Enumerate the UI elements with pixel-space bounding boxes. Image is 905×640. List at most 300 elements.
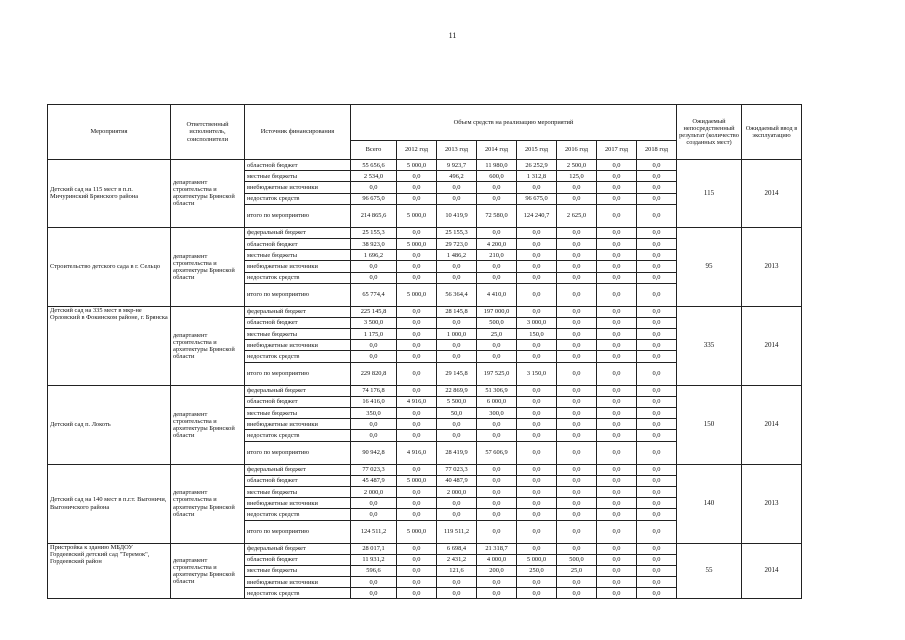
amount-cell: 0,0 bbox=[637, 250, 677, 261]
commission-year: 2013 bbox=[742, 227, 802, 306]
amount-cell: 0,0 bbox=[637, 475, 677, 486]
amount-cell: 0,0 bbox=[597, 464, 637, 475]
amount-cell: 16 416,0 bbox=[351, 396, 397, 407]
amount-cell: 210,0 bbox=[477, 250, 517, 261]
amount-cell: 0,0 bbox=[557, 193, 597, 204]
amount-cell: 0,0 bbox=[477, 430, 517, 441]
amount-cell: 0,0 bbox=[351, 419, 397, 430]
funding-source: местные бюджеты bbox=[245, 329, 351, 340]
amount-cell: 3 000,0 bbox=[517, 317, 557, 328]
header-result: Ожидаемый непосредственный результат (количество созданных мест) bbox=[677, 105, 742, 160]
amount-cell: 0,0 bbox=[397, 193, 437, 204]
amount-cell: 0,0 bbox=[437, 182, 477, 193]
amount-cell: 0,0 bbox=[517, 520, 557, 543]
amount-cell: 0,0 bbox=[517, 509, 557, 520]
amount-cell: 56 364,4 bbox=[437, 283, 477, 306]
amount-cell: 0,0 bbox=[557, 182, 597, 193]
amount-cell: 2 000,0 bbox=[437, 486, 477, 497]
amount-cell: 0,0 bbox=[397, 554, 437, 565]
amount-cell: 0,0 bbox=[557, 486, 597, 497]
amount-cell: 0,0 bbox=[557, 250, 597, 261]
amount-cell: 6 000,0 bbox=[477, 396, 517, 407]
commission-year: 2014 bbox=[742, 385, 802, 464]
amount-cell: 0,0 bbox=[557, 340, 597, 351]
funding-source: недостаток средств bbox=[245, 430, 351, 441]
amount-cell: 0,0 bbox=[397, 543, 437, 554]
amount-cell: 0,0 bbox=[597, 171, 637, 182]
amount-cell: 0,0 bbox=[637, 464, 677, 475]
amount-cell: 2 534,0 bbox=[351, 171, 397, 182]
amount-cell: 0,0 bbox=[517, 419, 557, 430]
amount-cell: 0,0 bbox=[597, 543, 637, 554]
amount-cell: 0,0 bbox=[517, 441, 557, 464]
amount-cell: 0,0 bbox=[477, 272, 517, 283]
amount-cell: 96 675,0 bbox=[351, 193, 397, 204]
amount-cell: 0,0 bbox=[637, 182, 677, 193]
amount-cell: 0,0 bbox=[557, 362, 597, 385]
amount-cell: 0,0 bbox=[517, 182, 557, 193]
amount-cell: 11 980,0 bbox=[477, 160, 517, 171]
header-year-col: 2015 год bbox=[517, 141, 557, 160]
amount-cell: 0,0 bbox=[477, 520, 517, 543]
amount-cell: 0,0 bbox=[477, 340, 517, 351]
amount-cell: 0,0 bbox=[597, 362, 637, 385]
event-name: Детский сад п. Локоть bbox=[48, 385, 171, 464]
funding-source: областной бюджет bbox=[245, 396, 351, 407]
amount-cell: 0,0 bbox=[597, 520, 637, 543]
amount-cell: 0,0 bbox=[597, 340, 637, 351]
amount-cell: 5 000,0 bbox=[397, 204, 437, 227]
amount-cell: 0,0 bbox=[517, 430, 557, 441]
amount-cell: 197 525,0 bbox=[477, 362, 517, 385]
amount-cell: 0,0 bbox=[557, 441, 597, 464]
funding-source: областной бюджет bbox=[245, 317, 351, 328]
funding-source: недостаток средств bbox=[245, 351, 351, 362]
amount-cell: 0,0 bbox=[597, 193, 637, 204]
amount-cell: 0,0 bbox=[637, 577, 677, 588]
amount-cell: 0,0 bbox=[597, 238, 637, 249]
amount-cell: 0,0 bbox=[637, 441, 677, 464]
amount-cell: 0,0 bbox=[517, 464, 557, 475]
amount-cell: 0,0 bbox=[351, 272, 397, 283]
amount-cell: 0,0 bbox=[397, 509, 437, 520]
amount-cell: 0,0 bbox=[397, 340, 437, 351]
amount-cell: 0,0 bbox=[557, 430, 597, 441]
amount-cell: 0,0 bbox=[557, 385, 597, 396]
amount-cell: 0,0 bbox=[477, 261, 517, 272]
amount-cell: 0,0 bbox=[351, 351, 397, 362]
amount-cell: 0,0 bbox=[637, 509, 677, 520]
amount-cell: 0,0 bbox=[637, 396, 677, 407]
amount-cell: 4 000,0 bbox=[477, 554, 517, 565]
funding-source: местные бюджеты bbox=[245, 486, 351, 497]
amount-cell: 0,0 bbox=[597, 204, 637, 227]
amount-cell: 0,0 bbox=[557, 509, 597, 520]
amount-cell: 0,0 bbox=[557, 396, 597, 407]
amount-cell: 0,0 bbox=[637, 351, 677, 362]
amount-cell: 0,0 bbox=[477, 193, 517, 204]
amount-cell: 0,0 bbox=[557, 408, 597, 419]
amount-cell: 29 145,8 bbox=[437, 362, 477, 385]
funding-source: недостаток средств bbox=[245, 272, 351, 283]
amount-cell: 1 000,0 bbox=[437, 329, 477, 340]
amount-cell: 0,0 bbox=[557, 238, 597, 249]
amount-cell: 0,0 bbox=[637, 340, 677, 351]
funding-source: внебюджетные источники bbox=[245, 261, 351, 272]
amount-cell: 0,0 bbox=[397, 430, 437, 441]
funding-source: итого по мероприятию bbox=[245, 283, 351, 306]
amount-cell: 0,0 bbox=[437, 261, 477, 272]
amount-cell: 5 500,0 bbox=[437, 396, 477, 407]
amount-cell: 0,0 bbox=[597, 160, 637, 171]
table-body bbox=[48, 160, 802, 599]
amount-cell: 5 000,0 bbox=[397, 283, 437, 306]
amount-cell: 0,0 bbox=[397, 486, 437, 497]
amount-cell: 0,0 bbox=[637, 204, 677, 227]
amount-cell: 0,0 bbox=[557, 464, 597, 475]
amount-cell: 0,0 bbox=[637, 306, 677, 317]
amount-cell: 0,0 bbox=[397, 408, 437, 419]
amount-cell: 11 931,2 bbox=[351, 554, 397, 565]
amount-cell: 0,0 bbox=[477, 588, 517, 599]
amount-cell: 0,0 bbox=[477, 475, 517, 486]
amount-cell: 0,0 bbox=[597, 419, 637, 430]
amount-cell: 77 023,3 bbox=[437, 464, 477, 475]
amount-cell: 25,0 bbox=[477, 329, 517, 340]
amount-cell: 0,0 bbox=[351, 577, 397, 588]
table-row bbox=[48, 464, 802, 475]
amount-cell: 0,0 bbox=[597, 565, 637, 576]
header-year-col: 2014 год bbox=[477, 141, 517, 160]
funding-source: внебюджетные источники bbox=[245, 182, 351, 193]
expected-places: 115 bbox=[677, 160, 742, 228]
amount-cell: 0,0 bbox=[397, 272, 437, 283]
amount-cell: 38 923,0 bbox=[351, 238, 397, 249]
amount-cell: 0,0 bbox=[637, 193, 677, 204]
amount-cell: 0,0 bbox=[477, 227, 517, 238]
funding-table bbox=[47, 104, 802, 599]
amount-cell: 0,0 bbox=[351, 588, 397, 599]
amount-cell: 124 511,2 bbox=[351, 520, 397, 543]
amount-cell: 124 240,7 bbox=[517, 204, 557, 227]
amount-cell: 0,0 bbox=[597, 329, 637, 340]
amount-cell: 3 150,0 bbox=[517, 362, 557, 385]
amount-cell: 0,0 bbox=[517, 486, 557, 497]
amount-cell: 0,0 bbox=[597, 408, 637, 419]
header-year-col: 2013 год bbox=[437, 141, 477, 160]
amount-cell: 225 145,8 bbox=[351, 306, 397, 317]
amount-cell: 1 486,2 bbox=[437, 250, 477, 261]
header-executor: Ответственный исполнитель, соисполнители bbox=[171, 105, 245, 160]
amount-cell: 197 000,0 bbox=[477, 306, 517, 317]
event-name: Детский сад на 115 мест в п.п. Мичуринский Брянского района bbox=[48, 160, 171, 228]
funding-source: федеральный бюджет bbox=[245, 385, 351, 396]
amount-cell: 0,0 bbox=[637, 588, 677, 599]
amount-cell: 350,0 bbox=[351, 408, 397, 419]
amount-cell: 0,0 bbox=[477, 464, 517, 475]
amount-cell: 0,0 bbox=[397, 227, 437, 238]
amount-cell: 0,0 bbox=[597, 509, 637, 520]
amount-cell: 0,0 bbox=[597, 588, 637, 599]
expected-places: 335 bbox=[677, 306, 742, 385]
amount-cell: 600,0 bbox=[477, 171, 517, 182]
expected-places: 140 bbox=[677, 464, 742, 543]
funding-source: итого по мероприятию bbox=[245, 520, 351, 543]
amount-cell: 0,0 bbox=[437, 272, 477, 283]
amount-cell: 45 487,9 bbox=[351, 475, 397, 486]
amount-cell: 5 000,0 bbox=[397, 160, 437, 171]
amount-cell: 0,0 bbox=[397, 588, 437, 599]
amount-cell: 4 200,0 bbox=[477, 238, 517, 249]
expected-places: 150 bbox=[677, 385, 742, 464]
funding-source: федеральный бюджет bbox=[245, 227, 351, 238]
amount-cell: 200,0 bbox=[477, 565, 517, 576]
amount-cell: 0,0 bbox=[597, 441, 637, 464]
commission-year: 2014 bbox=[742, 543, 802, 599]
amount-cell: 5 000,0 bbox=[397, 475, 437, 486]
amount-cell: 0,0 bbox=[397, 351, 437, 362]
amount-cell: 0,0 bbox=[557, 283, 597, 306]
amount-cell: 0,0 bbox=[397, 464, 437, 475]
amount-cell: 0,0 bbox=[517, 238, 557, 249]
amount-cell: 0,0 bbox=[637, 238, 677, 249]
amount-cell: 0,0 bbox=[517, 250, 557, 261]
amount-cell: 0,0 bbox=[597, 261, 637, 272]
amount-cell: 0,0 bbox=[397, 250, 437, 261]
amount-cell: 0,0 bbox=[517, 283, 557, 306]
amount-cell: 0,0 bbox=[637, 362, 677, 385]
expected-places: 95 bbox=[677, 227, 742, 306]
amount-cell: 0,0 bbox=[397, 171, 437, 182]
amount-cell: 0,0 bbox=[597, 227, 637, 238]
funding-source: областной бюджет bbox=[245, 475, 351, 486]
funding-source: местные бюджеты bbox=[245, 250, 351, 261]
amount-cell: 6 698,4 bbox=[437, 543, 477, 554]
amount-cell: 0,0 bbox=[437, 351, 477, 362]
header-year-col: 2016 год bbox=[557, 141, 597, 160]
amount-cell: 0,0 bbox=[397, 329, 437, 340]
amount-cell: 0,0 bbox=[437, 577, 477, 588]
amount-cell: 0,0 bbox=[637, 486, 677, 497]
amount-cell: 0,0 bbox=[517, 543, 557, 554]
amount-cell: 0,0 bbox=[517, 498, 557, 509]
amount-cell: 72 580,0 bbox=[477, 204, 517, 227]
amount-cell: 0,0 bbox=[557, 498, 597, 509]
page-number: 11 bbox=[448, 31, 457, 40]
amount-cell: 0,0 bbox=[597, 577, 637, 588]
amount-cell: 0,0 bbox=[397, 362, 437, 385]
amount-cell: 0,0 bbox=[517, 408, 557, 419]
amount-cell: 5 000,0 bbox=[397, 238, 437, 249]
funding-source: федеральный бюджет bbox=[245, 543, 351, 554]
header-year-col: 2017 год bbox=[597, 141, 637, 160]
amount-cell: 596,6 bbox=[351, 565, 397, 576]
amount-cell: 0,0 bbox=[637, 171, 677, 182]
amount-cell: 55 656,6 bbox=[351, 160, 397, 171]
header-volume: Объем средств на реализацию мероприятий bbox=[351, 105, 677, 141]
amount-cell: 0,0 bbox=[637, 272, 677, 283]
table-row bbox=[48, 227, 802, 238]
event-name: Строительство детского сада в г. Сельцо bbox=[48, 227, 171, 306]
amount-cell: 229 820,8 bbox=[351, 362, 397, 385]
amount-cell: 0,0 bbox=[557, 272, 597, 283]
amount-cell: 0,0 bbox=[437, 317, 477, 328]
amount-cell: 5 000,0 bbox=[397, 520, 437, 543]
header-event: Мероприятия bbox=[48, 105, 171, 160]
amount-cell: 0,0 bbox=[517, 385, 557, 396]
table-row bbox=[48, 306, 802, 317]
amount-cell: 250,0 bbox=[517, 565, 557, 576]
amount-cell: 2 431,2 bbox=[437, 554, 477, 565]
amount-cell: 0,0 bbox=[477, 509, 517, 520]
amount-cell: 0,0 bbox=[517, 577, 557, 588]
amount-cell: 5 000,0 bbox=[517, 554, 557, 565]
amount-cell: 0,0 bbox=[637, 520, 677, 543]
amount-cell: 0,0 bbox=[637, 430, 677, 441]
header-source: Источник финансирования bbox=[245, 105, 351, 160]
amount-cell: 3 500,0 bbox=[351, 317, 397, 328]
funding-source: федеральный бюджет bbox=[245, 464, 351, 475]
amount-cell: 0,0 bbox=[517, 396, 557, 407]
funding-source: внебюджетные источники bbox=[245, 340, 351, 351]
amount-cell: 0,0 bbox=[637, 498, 677, 509]
amount-cell: 0,0 bbox=[477, 486, 517, 497]
amount-cell: 25 155,3 bbox=[351, 227, 397, 238]
amount-cell: 0,0 bbox=[477, 577, 517, 588]
amount-cell: 500,0 bbox=[557, 554, 597, 565]
expected-places: 55 bbox=[677, 543, 742, 599]
amount-cell: 0,0 bbox=[597, 283, 637, 306]
amount-cell: 0,0 bbox=[517, 306, 557, 317]
amount-cell: 0,0 bbox=[597, 351, 637, 362]
amount-cell: 0,0 bbox=[557, 227, 597, 238]
amount-cell: 0,0 bbox=[351, 498, 397, 509]
header-year-col: 2018 год bbox=[637, 141, 677, 160]
amount-cell: 0,0 bbox=[437, 498, 477, 509]
commission-year: 2014 bbox=[742, 306, 802, 385]
table-row bbox=[48, 543, 802, 554]
amount-cell: 0,0 bbox=[637, 565, 677, 576]
amount-cell: 4 916,0 bbox=[397, 441, 437, 464]
amount-cell: 0,0 bbox=[557, 351, 597, 362]
amount-cell: 0,0 bbox=[397, 182, 437, 193]
amount-cell: 0,0 bbox=[351, 340, 397, 351]
amount-cell: 0,0 bbox=[597, 250, 637, 261]
table-row bbox=[48, 160, 802, 171]
amount-cell: 0,0 bbox=[517, 475, 557, 486]
amount-cell: 25 155,3 bbox=[437, 227, 477, 238]
amount-cell: 1 175,0 bbox=[351, 329, 397, 340]
amount-cell: 26 252,9 bbox=[517, 160, 557, 171]
amount-cell: 0,0 bbox=[597, 430, 637, 441]
amount-cell: 0,0 bbox=[637, 283, 677, 306]
amount-cell: 0,0 bbox=[397, 419, 437, 430]
executor-name: департамент строительства и архитектуры Брянской области bbox=[171, 306, 245, 385]
funding-source: областной бюджет bbox=[245, 238, 351, 249]
amount-cell: 4 410,0 bbox=[477, 283, 517, 306]
amount-cell: 96 675,0 bbox=[517, 193, 557, 204]
amount-cell: 0,0 bbox=[597, 182, 637, 193]
amount-cell: 40 487,9 bbox=[437, 475, 477, 486]
amount-cell: 0,0 bbox=[397, 261, 437, 272]
amount-cell: 0,0 bbox=[397, 577, 437, 588]
amount-cell: 0,0 bbox=[637, 408, 677, 419]
amount-cell: 50,0 bbox=[437, 408, 477, 419]
amount-cell: 0,0 bbox=[557, 577, 597, 588]
executor-name: департамент строительства и архитектуры Брянской области bbox=[171, 227, 245, 306]
header-year: Ожидаемый ввод в эксплуатацию bbox=[742, 105, 802, 160]
amount-cell: 0,0 bbox=[517, 588, 557, 599]
event-name: Пристройка к зданию МБДОУ Гордеевский детский сад "Теремок", Гордеевский район bbox=[48, 543, 171, 599]
funding-source: недостаток средств bbox=[245, 193, 351, 204]
amount-cell: 0,0 bbox=[477, 498, 517, 509]
amount-cell: 0,0 bbox=[597, 385, 637, 396]
amount-cell: 0,0 bbox=[437, 193, 477, 204]
amount-cell: 0,0 bbox=[517, 272, 557, 283]
table-row bbox=[48, 385, 802, 396]
funding-source: внебюджетные источники bbox=[245, 577, 351, 588]
amount-cell: 1 696,2 bbox=[351, 250, 397, 261]
amount-cell: 0,0 bbox=[637, 160, 677, 171]
amount-cell: 0,0 bbox=[637, 543, 677, 554]
amount-cell: 0,0 bbox=[477, 182, 517, 193]
funding-source: итого по мероприятию bbox=[245, 362, 351, 385]
amount-cell: 0,0 bbox=[557, 261, 597, 272]
amount-cell: 0,0 bbox=[637, 317, 677, 328]
amount-cell: 10 419,9 bbox=[437, 204, 477, 227]
amount-cell: 0,0 bbox=[597, 396, 637, 407]
amount-cell: 0,0 bbox=[437, 419, 477, 430]
event-name: Детский сад на 335 мест в мкр-не Орловский в Фокинском районе, г. Брянска bbox=[48, 306, 171, 385]
amount-cell: 65 774,4 bbox=[351, 283, 397, 306]
amount-cell: 0,0 bbox=[597, 475, 637, 486]
amount-cell: 0,0 bbox=[637, 554, 677, 565]
amount-cell: 0,0 bbox=[517, 351, 557, 362]
amount-cell: 0,0 bbox=[637, 419, 677, 430]
amount-cell: 0,0 bbox=[597, 554, 637, 565]
amount-cell: 0,0 bbox=[517, 227, 557, 238]
funding-source: внебюджетные источники bbox=[245, 419, 351, 430]
executor-name: департамент строительства и архитектуры Брянской области bbox=[171, 385, 245, 464]
funding-source: местные бюджеты bbox=[245, 171, 351, 182]
amount-cell: 0,0 bbox=[597, 486, 637, 497]
event-name: Детский сад на 140 мест в п.г.т. Выгоничи, Выгоничского района bbox=[48, 464, 171, 543]
amount-cell: 0,0 bbox=[637, 227, 677, 238]
executor-name: департамент строительства и архитектуры Брянской области bbox=[171, 543, 245, 599]
amount-cell: 214 865,6 bbox=[351, 204, 397, 227]
funding-source: итого по мероприятию bbox=[245, 441, 351, 464]
amount-cell: 21 318,7 bbox=[477, 543, 517, 554]
amount-cell: 0,0 bbox=[597, 498, 637, 509]
amount-cell: 0,0 bbox=[437, 430, 477, 441]
amount-cell: 51 306,9 bbox=[477, 385, 517, 396]
amount-cell: 1 312,8 bbox=[517, 171, 557, 182]
amount-cell: 496,2 bbox=[437, 171, 477, 182]
amount-cell: 125,0 bbox=[557, 171, 597, 182]
amount-cell: 0,0 bbox=[351, 182, 397, 193]
amount-cell: 300,0 bbox=[477, 408, 517, 419]
amount-cell: 0,0 bbox=[597, 317, 637, 328]
amount-cell: 2 000,0 bbox=[351, 486, 397, 497]
amount-cell: 28 145,8 bbox=[437, 306, 477, 317]
amount-cell: 0,0 bbox=[477, 351, 517, 362]
amount-cell: 0,0 bbox=[437, 588, 477, 599]
amount-cell: 0,0 bbox=[397, 306, 437, 317]
amount-cell: 0,0 bbox=[437, 340, 477, 351]
amount-cell: 119 511,2 bbox=[437, 520, 477, 543]
funding-source: внебюджетные источники bbox=[245, 498, 351, 509]
amount-cell: 25,0 bbox=[557, 565, 597, 576]
